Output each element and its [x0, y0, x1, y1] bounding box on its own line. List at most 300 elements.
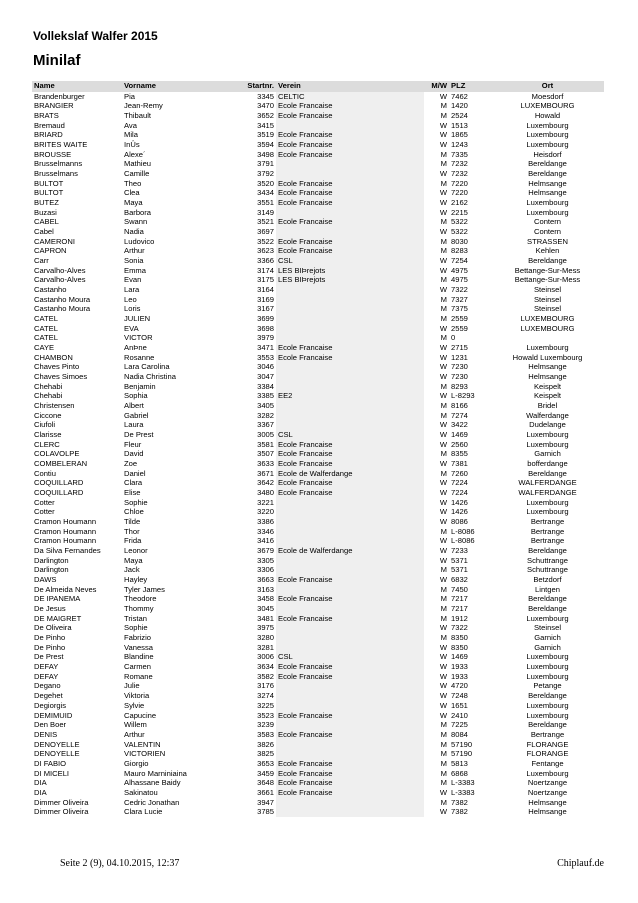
- cell-name: Dimmer Oliveira: [34, 807, 89, 817]
- cell-startnr: 3633: [257, 459, 274, 469]
- cell-verein: [276, 333, 424, 343]
- cell-vorname: Pia: [124, 91, 135, 101]
- cell-verein: [276, 372, 424, 382]
- cell-plz: 5322: [451, 217, 468, 227]
- cell-startnr: 3663: [257, 575, 274, 585]
- cell-name: Brusselmans: [34, 168, 78, 178]
- cell-plz: 1933: [451, 671, 468, 681]
- table-row: [32, 150, 604, 160]
- cell-startnr: 3221: [257, 497, 274, 507]
- cell-name: Darlington: [34, 555, 69, 565]
- cell-vorname: Arthur: [124, 729, 145, 739]
- cell-mw: M: [440, 633, 447, 643]
- table-row: [32, 449, 604, 459]
- cell-startnr: 3163: [257, 584, 274, 594]
- cell-ort: Petange: [533, 681, 562, 691]
- cell-verein: [276, 295, 424, 305]
- cell-name: DEFAY: [34, 671, 59, 681]
- cell-verein: [276, 585, 424, 595]
- cell-mw: M: [440, 178, 447, 188]
- cell-vorname: Sophie: [124, 497, 148, 507]
- cell-verein: Ecole Francaise: [276, 575, 424, 585]
- cell-ort: Helmsange: [528, 188, 567, 198]
- cell-mw: W: [439, 787, 447, 797]
- cell-mw: M: [440, 236, 447, 246]
- cell-mw: W: [439, 681, 447, 691]
- cell-ort: Bereldange: [528, 720, 567, 730]
- cell-verein: Ecole Francaise: [276, 343, 424, 353]
- cell-ort: Howald: [534, 110, 561, 120]
- cell-startnr: 3169: [257, 294, 274, 304]
- cell-mw: W: [439, 130, 447, 140]
- cell-plz: 7220: [451, 178, 468, 188]
- cell-ort: Moesdorf: [531, 91, 564, 101]
- cell-verein: Ecole Francaise: [276, 459, 424, 469]
- cell-verein: [276, 604, 424, 614]
- cell-startnr: 3671: [257, 468, 274, 478]
- cell-verein: [276, 565, 424, 575]
- cell-startnr: 3583: [257, 729, 274, 739]
- cell-vorname: Daniel: [124, 468, 146, 478]
- cell-plz: L-3383: [451, 778, 475, 788]
- cell-verein: [276, 382, 424, 392]
- cell-ort: Luxembourg: [526, 207, 569, 217]
- cell-startnr: 3174: [257, 265, 274, 275]
- cell-startnr: 3006: [257, 652, 274, 662]
- table-row: [32, 256, 604, 266]
- cell-verein: Ecole Francaise: [276, 246, 424, 256]
- cell-plz: 1469: [451, 430, 468, 440]
- cell-vorname: Romane: [124, 671, 153, 681]
- cell-plz: 4975: [451, 275, 468, 285]
- cell-verein: [276, 807, 424, 817]
- cell-mw: W: [439, 546, 447, 556]
- table-row: [32, 101, 604, 111]
- cell-name: Castanho Moura: [34, 304, 91, 314]
- cell-name: Ciufoli: [34, 420, 56, 430]
- cell-mw: W: [439, 691, 447, 701]
- cell-vorname: Willem: [124, 720, 147, 730]
- cell-plz: 7224: [451, 488, 468, 498]
- cell-verein: [276, 314, 424, 324]
- cell-name: BROUSSE: [34, 149, 72, 159]
- cell-mw: W: [439, 362, 447, 372]
- cell-startnr: 3699: [257, 313, 274, 323]
- cell-startnr: 3521: [257, 217, 274, 227]
- cell-vorname: InÛs: [124, 139, 140, 149]
- cell-plz: 8086: [451, 517, 468, 527]
- cell-mw: W: [439, 120, 447, 130]
- table-row: [32, 266, 604, 276]
- cell-mw: W: [439, 662, 447, 672]
- cell-verein: CSL: [276, 430, 424, 440]
- cell-startnr: 3220: [257, 507, 274, 517]
- cell-verein: [276, 159, 424, 169]
- cell-ort: LUXEMBOURG: [520, 313, 575, 323]
- cell-name: Buzasi: [34, 207, 57, 217]
- cell-verein: [276, 498, 424, 508]
- table-row: [32, 227, 604, 237]
- cell-plz: 7462: [451, 91, 468, 101]
- cell-name: BRATS: [34, 110, 59, 120]
- table-row: [32, 343, 604, 353]
- cell-ort: Bridel: [537, 401, 558, 410]
- cell-plz: 7382: [451, 807, 468, 817]
- cell-plz: L-8086: [451, 526, 475, 536]
- cell-mw: M: [440, 739, 447, 749]
- table-row: [32, 430, 604, 440]
- cell-plz: 8084: [451, 729, 468, 739]
- cell-name: DI FABIO: [34, 758, 67, 768]
- table-row: [32, 594, 604, 604]
- cell-vorname: AnÞne: [124, 342, 147, 352]
- cell-verein: [276, 169, 424, 179]
- cell-mw: W: [439, 265, 447, 275]
- cell-name: DEMIMUID: [34, 710, 73, 720]
- cell-verein: [276, 304, 424, 314]
- cell-startnr: 3280: [257, 633, 274, 643]
- cell-ort: Luxembourg: [526, 130, 569, 140]
- cell-vorname: JULIEN: [124, 313, 151, 323]
- cell-vorname: Viktoria: [124, 691, 150, 701]
- cell-startnr: 3507: [257, 449, 274, 459]
- cell-plz: 1912: [451, 613, 468, 623]
- cell-name: Contiu: [34, 468, 56, 478]
- cell-plz: 1426: [451, 497, 468, 507]
- cell-verein: [276, 740, 424, 750]
- cell-mw: M: [440, 584, 447, 594]
- table-row: [32, 527, 604, 537]
- cell-name: Brandenburger: [34, 91, 85, 101]
- cell-mw: M: [440, 149, 447, 159]
- cell-ort: Helmsange: [528, 371, 567, 381]
- cell-name: Cramon Houmann: [34, 526, 97, 536]
- column-header-startnr: Startnr.: [234, 81, 276, 92]
- cell-ort: Contern: [533, 217, 562, 227]
- cell-name: BRANGIER: [34, 101, 74, 111]
- cell-vorname: De Prest: [124, 430, 154, 440]
- cell-verein: Ecole Francaise: [276, 353, 424, 363]
- table-header-row: [32, 81, 604, 92]
- table-row: [32, 159, 604, 169]
- table-row: [32, 536, 604, 546]
- cell-verein: [276, 527, 424, 537]
- cell-verein: Ecole Francaise: [276, 769, 424, 779]
- cell-startnr: 3785: [257, 807, 274, 817]
- cell-plz: 1933: [451, 662, 468, 672]
- cell-ort: Luxembourg: [526, 662, 569, 672]
- cell-name: Clarisse: [34, 430, 62, 440]
- table-row: [32, 391, 604, 401]
- cell-plz: 4975: [451, 265, 468, 275]
- cell-plz: 7260: [451, 468, 468, 478]
- table-row: [32, 362, 604, 372]
- document-subtitle: Minilaf: [33, 52, 81, 69]
- cell-plz: 2215: [451, 207, 468, 217]
- cell-plz: 8350: [451, 642, 468, 652]
- cell-name: CAPRON: [34, 246, 67, 256]
- cell-mw: M: [440, 217, 447, 227]
- cell-ort: Helmsange: [528, 807, 567, 817]
- cell-name: COQUILLARD: [34, 478, 84, 488]
- cell-name: De Prest: [34, 652, 64, 662]
- cell-name: CABEL: [34, 217, 59, 227]
- cell-startnr: 3385: [257, 391, 274, 401]
- cell-verein: [276, 720, 424, 730]
- cell-vorname: Theodore: [124, 594, 157, 604]
- cell-plz: 2559: [451, 313, 468, 323]
- cell-mw: W: [439, 555, 447, 565]
- cell-name: DENIS: [34, 729, 58, 739]
- cell-ort: Luxembourg: [526, 497, 569, 507]
- cell-startnr: 3791: [257, 159, 274, 169]
- cell-ort: Luxembourg: [526, 652, 569, 662]
- cell-startnr: 3176: [257, 681, 274, 691]
- cell-vorname: Thommy: [124, 604, 154, 614]
- cell-mw: W: [439, 507, 447, 517]
- cell-verein: [276, 362, 424, 372]
- cell-mw: W: [439, 430, 447, 440]
- table-row: [32, 498, 604, 508]
- cell-ort: Betzdorf: [533, 575, 562, 585]
- cell-plz: 1420: [451, 101, 468, 111]
- cell-name: CAYE: [34, 342, 55, 352]
- cell-vorname: Carmen: [124, 662, 152, 672]
- table-row: [32, 188, 604, 198]
- table-row: [32, 169, 604, 179]
- cell-ort: Heisdorf: [533, 149, 562, 159]
- cell-ort: Steinsel: [533, 284, 562, 294]
- cell-name: DE MAIGRET: [34, 613, 82, 623]
- cell-vorname: Sylvie: [124, 700, 145, 710]
- cell-startnr: 3498: [257, 149, 274, 159]
- cell-name: Bremaud: [34, 120, 65, 130]
- cell-mw: W: [439, 391, 447, 401]
- cell-mw: M: [440, 410, 447, 420]
- cell-name: Ciccone: [34, 410, 62, 420]
- cell-ort: LUXEMBOURG: [520, 101, 575, 111]
- cell-plz: 7233: [451, 546, 468, 556]
- cell-name: Degano: [34, 681, 61, 691]
- cell-startnr: 3623: [257, 246, 274, 256]
- table-row: [32, 681, 604, 691]
- cell-startnr: 3281: [257, 642, 274, 652]
- column-header-verein: Verein: [276, 81, 424, 92]
- cell-startnr: 3175: [257, 275, 274, 285]
- table-row: [32, 130, 604, 140]
- cell-ort: Howald Luxembourg: [512, 352, 583, 362]
- cell-startnr: 3661: [257, 787, 274, 797]
- cell-plz: 57190: [451, 739, 473, 749]
- cell-ort: Bertrange: [530, 536, 565, 546]
- cell-ort: Steinsel: [533, 304, 562, 314]
- cell-ort: FLORANGE: [526, 749, 569, 759]
- table-row: [32, 217, 604, 227]
- cell-mw: W: [439, 459, 447, 469]
- cell-startnr: 3282: [257, 410, 274, 420]
- cell-startnr: 3470: [257, 101, 274, 111]
- cell-verein: [276, 643, 424, 653]
- cell-startnr: 3045: [257, 604, 274, 614]
- cell-ort: Lintgen: [535, 584, 560, 594]
- cell-mw: M: [440, 246, 447, 256]
- table-row: [32, 759, 604, 769]
- cell-mw: W: [439, 652, 447, 662]
- cell-verein: [276, 208, 424, 218]
- cell-plz: 2559: [451, 323, 468, 333]
- cell-vorname: Cedric Jonathan: [124, 797, 180, 807]
- cell-startnr: 3975: [257, 623, 274, 633]
- table-row: [32, 121, 604, 131]
- cell-mw: W: [439, 497, 447, 507]
- cell-ort: Bereldange: [528, 468, 567, 478]
- cell-verein: Ecole Francaise: [276, 237, 424, 247]
- table-row: [32, 401, 604, 411]
- cell-ort: Luxembourg: [526, 342, 569, 352]
- cell-ort: FLORANGE: [526, 739, 569, 749]
- cell-startnr: 3679: [257, 546, 274, 556]
- cell-name: DENOYELLE: [34, 749, 80, 759]
- cell-plz: 8293: [451, 381, 468, 391]
- cell-vorname: Clara Lucie: [124, 807, 163, 817]
- cell-startnr: 3434: [257, 188, 274, 198]
- cell-startnr: 3346: [257, 526, 274, 536]
- cell-ort: Bertrange: [530, 729, 565, 739]
- cell-plz: 1243: [451, 139, 468, 149]
- cell-name: DIA: [34, 787, 47, 797]
- cell-verein: Ecole Francaise: [276, 440, 424, 450]
- table-row: [32, 691, 604, 701]
- cell-plz: 7232: [451, 159, 468, 169]
- cell-vorname: Tyler James: [124, 584, 165, 594]
- table-row: [32, 614, 604, 624]
- cell-ort: Luxembourg: [526, 430, 569, 440]
- table-row: [32, 459, 604, 469]
- cell-startnr: 3979: [257, 333, 274, 343]
- cell-mw: W: [439, 807, 447, 817]
- cell-mw: W: [439, 700, 447, 710]
- cell-verein: Ecole Francaise: [276, 449, 424, 459]
- cell-name: BULTOT: [34, 178, 64, 188]
- table-row: [32, 314, 604, 324]
- cell-startnr: 3520: [257, 178, 274, 188]
- cell-plz: 7248: [451, 691, 468, 701]
- cell-name: Brusselmanns: [34, 159, 83, 169]
- cell-mw: M: [440, 110, 447, 120]
- table-row: [32, 275, 604, 285]
- cell-startnr: 3384: [257, 381, 274, 391]
- table-row: [32, 411, 604, 421]
- table-row: [32, 372, 604, 382]
- cell-plz: L-8293: [451, 391, 475, 401]
- cell-plz: 7225: [451, 720, 468, 730]
- table-row: [32, 179, 604, 189]
- cell-startnr: 3305: [257, 555, 274, 565]
- cell-name: Cabel: [34, 226, 54, 236]
- cell-plz: 8283: [451, 246, 468, 256]
- cell-startnr: 3367: [257, 420, 274, 430]
- cell-name: CATEL: [34, 323, 58, 333]
- cell-ort: Keispelt: [533, 381, 562, 391]
- cell-verein: Ecole Francaise: [276, 488, 424, 498]
- cell-ort: Luxembourg: [526, 120, 569, 130]
- cell-verein: Ecole Francaise: [276, 111, 424, 121]
- cell-vorname: Barbora: [124, 207, 152, 217]
- cell-vorname: Evan: [124, 275, 142, 285]
- cell-startnr: 3581: [257, 439, 274, 449]
- cell-ort: Helmsange: [528, 797, 567, 807]
- column-header-plz: PLZ: [449, 81, 491, 92]
- cell-plz: 7254: [451, 255, 468, 265]
- table-row: [32, 324, 604, 334]
- table-row: [32, 720, 604, 730]
- cell-vorname: Vanessa: [124, 642, 153, 652]
- cell-mw: M: [440, 604, 447, 614]
- cell-ort: Luxembourg: [526, 768, 569, 778]
- cell-vorname: Nadia: [124, 226, 144, 236]
- cell-verein: [276, 324, 424, 334]
- cell-plz: 4720: [451, 681, 468, 691]
- document-title: Vollekslaf Walfer 2015: [33, 29, 158, 43]
- cell-ort: Bertrange: [530, 517, 565, 527]
- cell-plz: 7322: [451, 623, 468, 633]
- table-row: [32, 488, 604, 498]
- cell-name: DIA: [34, 778, 47, 788]
- cell-plz: 1865: [451, 130, 468, 140]
- cell-mw: M: [440, 797, 447, 807]
- cell-mw: M: [440, 526, 447, 536]
- table-row: [32, 92, 604, 102]
- page-footer-info: Seite 2 (9), 04.10.2015, 12:37: [60, 858, 180, 869]
- table-row: [32, 246, 604, 256]
- cell-startnr: 3523: [257, 710, 274, 720]
- cell-vorname: Leo: [124, 294, 137, 304]
- cell-verein: [276, 517, 424, 527]
- cell-ort: Bereldange: [528, 168, 567, 178]
- cell-startnr: 3594: [257, 139, 274, 149]
- cell-mw: W: [439, 226, 447, 236]
- cell-vorname: Laura: [124, 420, 144, 430]
- cell-plz: 7381: [451, 459, 468, 469]
- cell-ort: Bereldange: [528, 594, 567, 604]
- cell-ort: Luxembourg: [526, 671, 569, 681]
- cell-startnr: 3225: [257, 700, 274, 710]
- cell-ort: Luxembourg: [526, 507, 569, 517]
- table-row: [32, 517, 604, 527]
- table-row: [32, 333, 604, 343]
- cell-verein: [276, 681, 424, 691]
- cell-startnr: 3046: [257, 362, 274, 372]
- table-row: [32, 652, 604, 662]
- cell-verein: [276, 285, 424, 295]
- cell-ort: Helmsange: [528, 178, 567, 188]
- cell-vorname: Albert: [124, 401, 144, 410]
- cell-ort: Noertzange: [527, 787, 568, 797]
- cell-plz: 7220: [451, 188, 468, 198]
- cell-verein: Ecole Francaise: [276, 140, 424, 150]
- cell-name: Carr: [34, 255, 49, 265]
- cell-vorname: Hayley: [124, 575, 148, 585]
- cell-startnr: 3005: [257, 430, 274, 440]
- cell-verein: [276, 401, 424, 411]
- cell-vorname: Theo: [124, 178, 142, 188]
- cell-verein: Ecole Francaise: [276, 614, 424, 624]
- cell-mw: M: [440, 304, 447, 314]
- table-row: [32, 749, 604, 759]
- table-row: [32, 440, 604, 450]
- table-row: [32, 237, 604, 247]
- table-row: [32, 420, 604, 430]
